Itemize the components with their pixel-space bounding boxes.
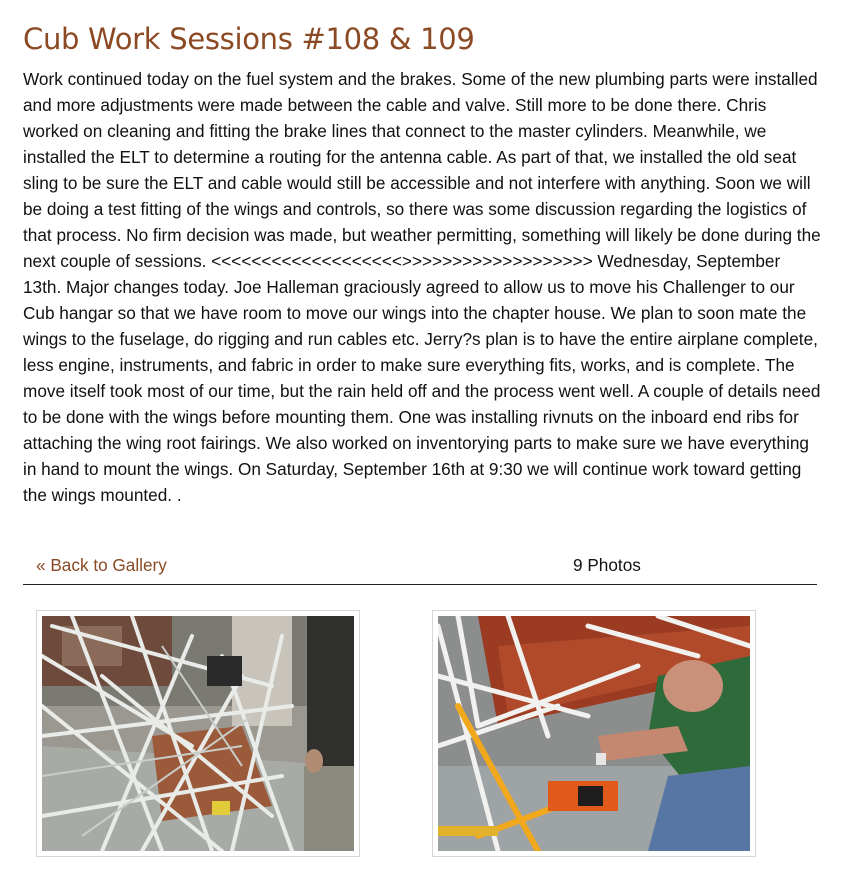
post-body: Work continued today on the fuel system and the brakes. Some of the new plumbing parts were installed and more adjustments were made between the cable and valve. Still more to be done there. Chris worked on cleaning and fitting the brake lines that connect to the master cylinders. Meanwhile, we installed the ELT to determine a routing for the antenna cable. As part of that, we installed the old seat sling to be sure the ELT and cable would still be accessible and not interfere with anything. Soon we will be doing a test fitting of the wings and controls, so there was some discussion regarding the logistics of that process. No firm decision was made, but weather permitting, something will likely be done during the next couple of sessions. <<<<<<<<<<<<<<<<<<<>>>>>>>>>>>>>>>>>>> Wednesday, September 13th. Major changes today. Joe Halleman graciously agreed to allow us to move his Challenger to our Cub hangar so that we have room to move our wings into the chapter house. We plan to soon mate the wings to the fuselage, do rigging and run cables etc. Jerry?s plan is to have the entire airplane complete, less engine, instruments, and fabric in order to make sure everything fits, works, and is complete. The move itself took most of our time, but the rain held off and the process went well. A couple of details need to be done with the wings before mounting them. One was installing rivnuts on the inboard end ribs for attaching the wing root fairings. We also worked on inventorying parts to make sure we have everything in hand to mount the wings. On Saturday, September 16th at 9:30 we will continue work toward getting the wings mounted. .	[23, 69, 821, 505]
brake-line-work-photo	[438, 616, 750, 851]
page-title: Cub Work Sessions #108 & 109	[23, 22, 475, 56]
back-to-gallery-link[interactable]: « Back to Gallery	[36, 555, 167, 575]
gallery-thumbnail[interactable]	[36, 610, 360, 857]
gallery-thumbnail[interactable]	[432, 610, 756, 857]
gallery-navigation-bar	[23, 552, 817, 585]
fuselage-frame-photo	[42, 616, 354, 851]
photo-count: 9 Photos	[573, 555, 641, 575]
